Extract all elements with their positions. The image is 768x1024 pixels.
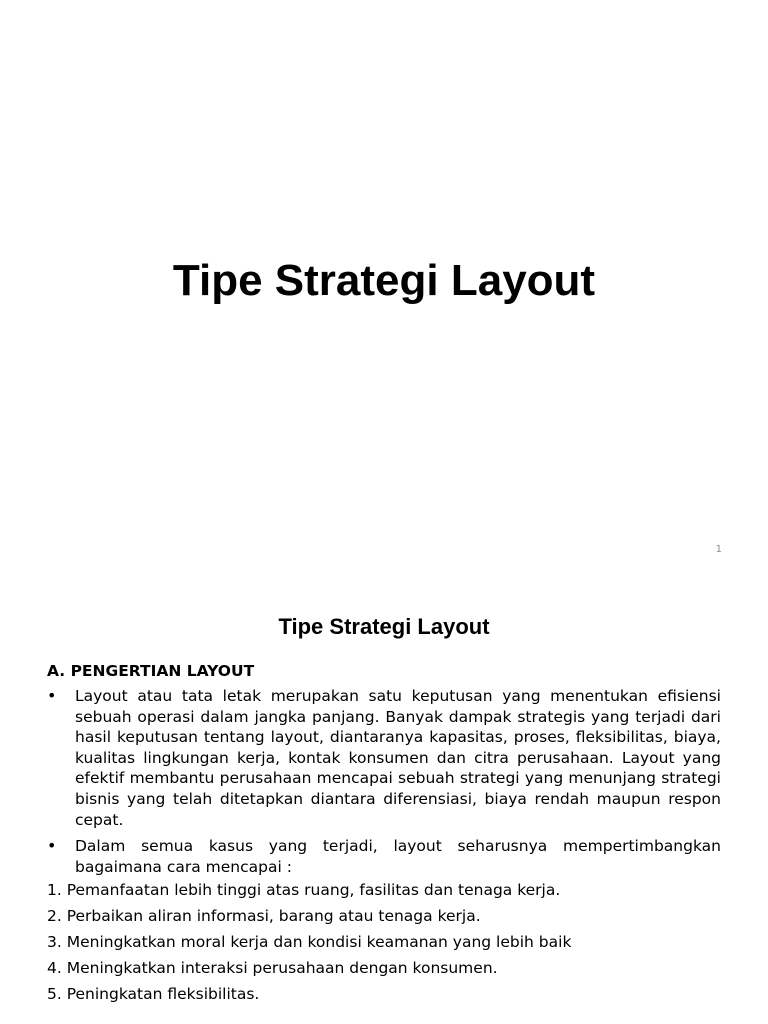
bullet-icon: •	[47, 686, 57, 705]
numbered-item: 1. Pemanfaatan lebih tinggi atas ruang, fasilitas dan tenaga kerja.	[47, 881, 561, 899]
numbered-item: 5. Peningkatan fleksibilitas.	[47, 985, 260, 1003]
bullet-text: Layout atau tata letak merupakan satu keputusan yang menentukan efisiensi sebuah operasi dalam jangka panjang. Banyak dampak strategis yang terjadi dari hasil keputusan tentang layout, diantaranya kapasitas, proses, fleksibilitas, biaya, kualitas lingkungan kerja, kontak konsumen dan citra perusahaan. Layout yang efektif membantu perusahaan mencapai sebuah strategi yang menunjang strategi bisnis yang telah ditetapkan diantara diferensiasi, biaya rendah maupun respon cepat.	[75, 687, 721, 829]
numbered-item: 2. Perbaikan aliran informasi, barang atau tenaga kerja.	[47, 907, 481, 925]
content-slide	[0, 580, 768, 1024]
page-number: 1	[715, 544, 722, 555]
bullet-icon: •	[47, 836, 57, 855]
numbered-item: 4. Meningkatkan interaksi perusahaan dengan konsumen.	[47, 959, 498, 977]
bullet-text: Dalam semua kasus yang terjadi, layout seharusnya mempertimbangkan bagaimana cara mencapai :	[75, 837, 721, 876]
slide-title: Tipe Strategi Layout	[278, 614, 490, 639]
slide-title: Tipe Strategi Layout	[172, 256, 596, 305]
numbered-item: 3. Meningkatkan moral kerja dan kondisi keamanan yang lebih baik	[47, 933, 572, 951]
bullet-item	[47, 686, 721, 830]
section-heading: A. PENGERTIAN LAYOUT	[47, 662, 255, 680]
bullet-item	[47, 836, 721, 877]
